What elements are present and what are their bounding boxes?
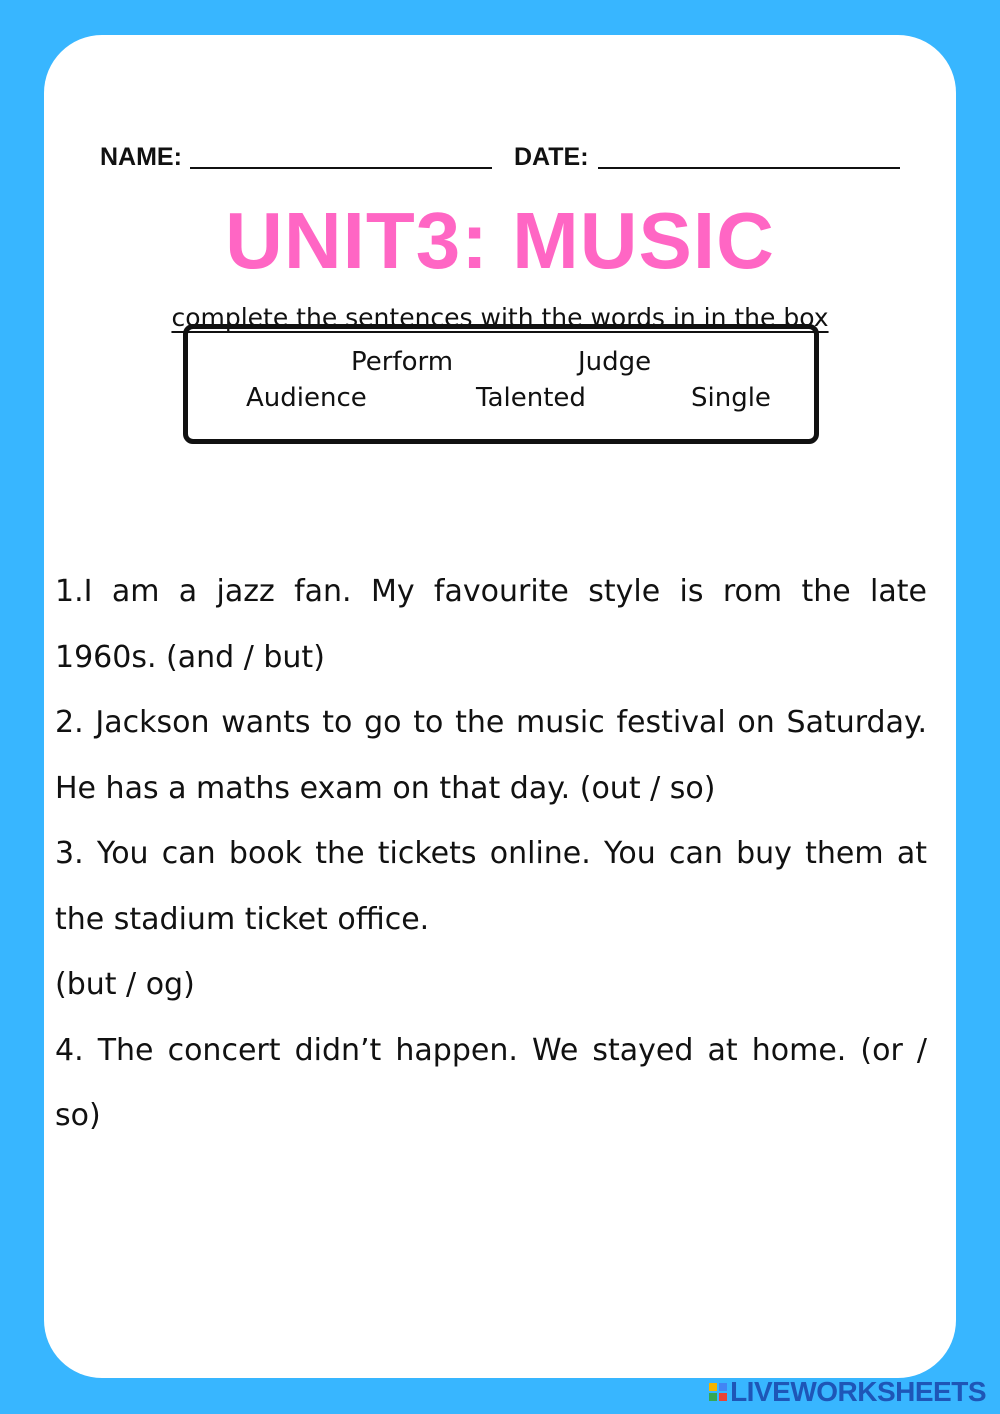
page-title: UNIT3: MUSIC: [225, 196, 775, 285]
liveworksheets-logo-icon: [709, 1383, 727, 1401]
name-label: NAME:: [100, 143, 182, 171]
logo-square: [719, 1383, 727, 1391]
name-field[interactable]: [190, 167, 492, 169]
question-item: 1.I am a jazz fan. My favourite style is rom the late 1960s. (and / but): [55, 574, 927, 675]
watermark-text: LIVEWORKSHEETS: [730, 1376, 986, 1407]
worksheet-page: [44, 35, 956, 1378]
date-field[interactable]: [598, 167, 900, 169]
question-item: 2. Jackson wants to go to the music festival on Saturday. He has a maths exam on that day. (out / so): [55, 705, 927, 806]
question-item: 3. You can book the tickets online. You can buy them at the stadium ticket office.: [55, 836, 927, 937]
liveworksheets-watermark: [709, 1376, 986, 1408]
header-row: [100, 143, 900, 177]
logo-square: [709, 1393, 717, 1401]
logo-square: [709, 1383, 717, 1391]
instruction-text: complete the sentences with the words in in the box: [171, 303, 829, 332]
question-list: [55, 559, 927, 1149]
date-label: DATE:: [514, 143, 589, 171]
word-box-item: Single: [691, 383, 771, 413]
word-box-item: Audience: [246, 383, 367, 413]
question-item: (but / og): [55, 967, 195, 1002]
logo-square: [719, 1393, 727, 1401]
word-box-item: Perform: [351, 347, 454, 377]
word-box-item: Judge: [578, 347, 652, 377]
word-box-item: Talented: [476, 383, 586, 413]
word-box: [183, 324, 819, 444]
question-item: 4. The concert didn’t happen. We stayed at home. (or / so): [55, 1032, 927, 1133]
